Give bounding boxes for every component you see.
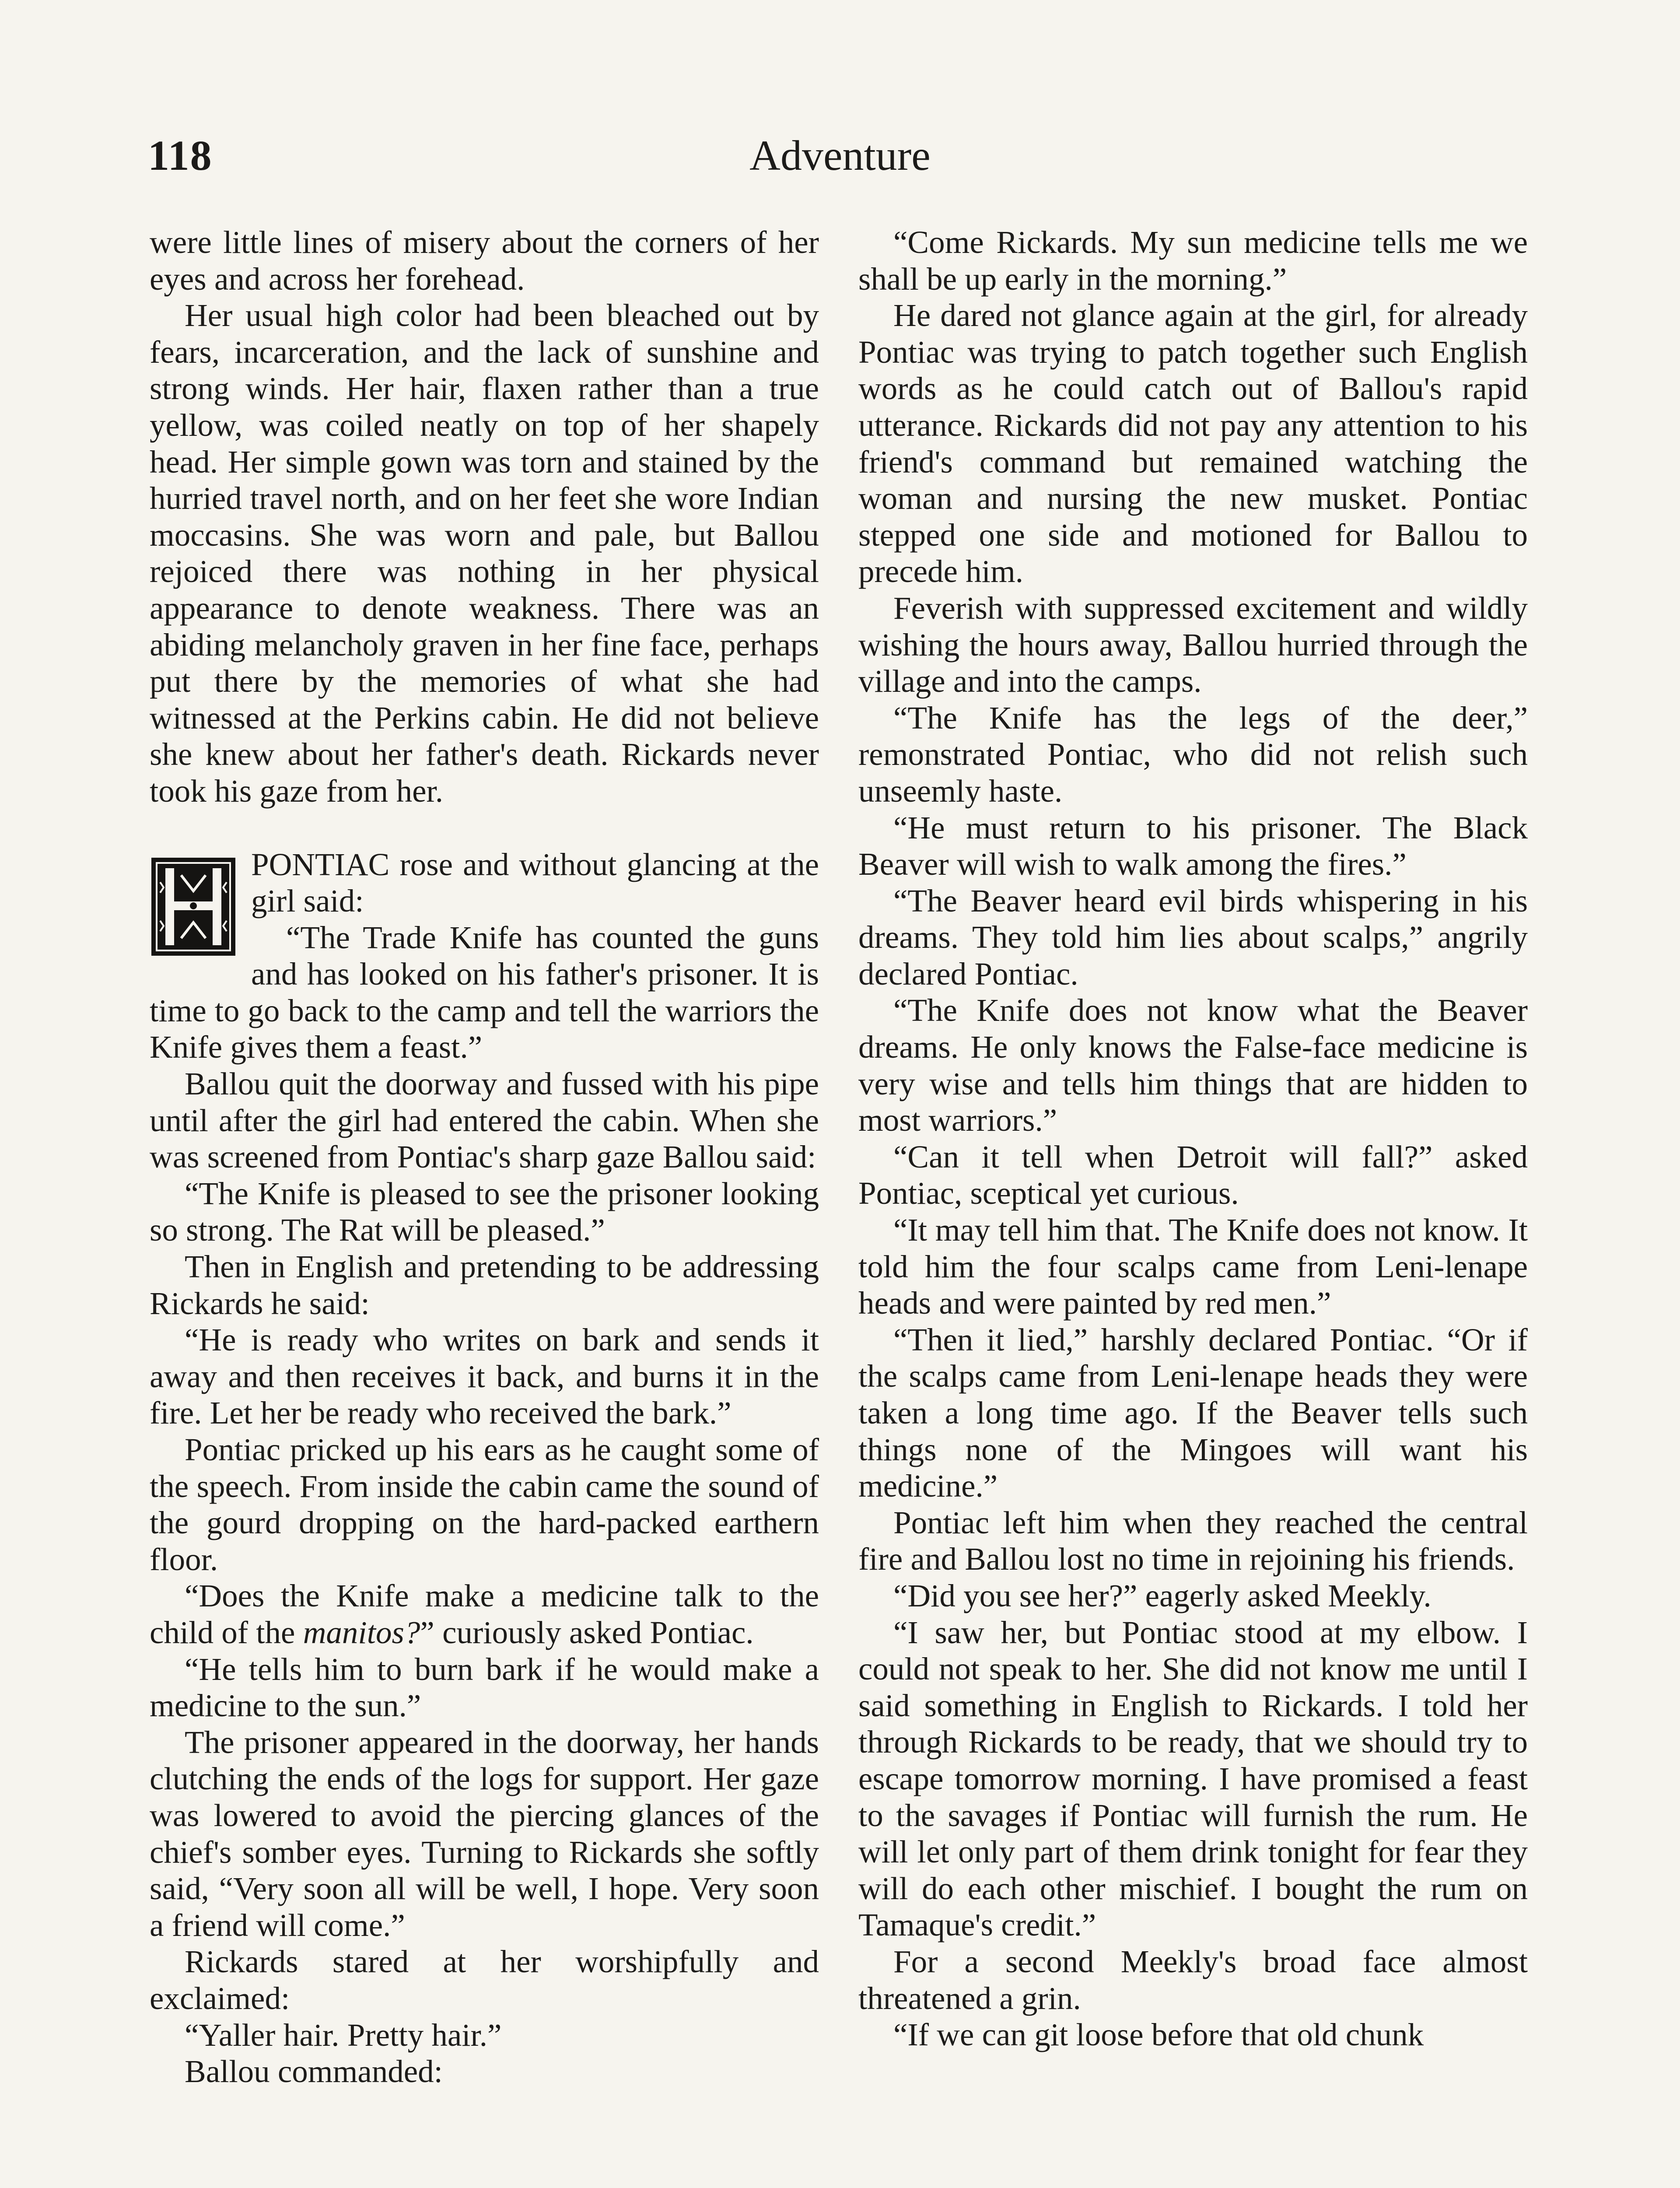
- paragraph: Ballou commanded:: [185, 2054, 443, 2090]
- paragraph-text: PONTIAC rose and without glancing at the girl said:: [251, 846, 819, 919]
- paragraph: He dared not glance again at the girl, for already Pontiac was trying to patch together such English words as he could catch out of Ballou's rapid utterance. Rickards did not pay any attention to his friend's command but remained watching the woman and nursing the new musket. Pontiac stepped one side and motioned for Ballou to precede him.: [858, 298, 1528, 589]
- page-header: [148, 131, 1532, 193]
- paragraph: “Then it lied,” harshly declared Pontiac. “Or if the scalps came from Leni-lenape heads they were taken a long time ago. If the Beaver tells such things none of the Mingoes will want his medicine.”: [858, 1322, 1528, 1504]
- paragraph: “Come Rickards. My sun medicine tells me we shall be up early in the morning.”: [858, 224, 1528, 297]
- paragraph: Ballou quit the doorway and fussed with his pipe until after the girl had entered the cabin. When she was screened from Pontiac's sharp gaze Ballou said:: [150, 1066, 819, 1175]
- left-column: [150, 224, 819, 2090]
- paragraph: “If we can git loose before that old chunk: [893, 2017, 1424, 2053]
- paragraph: Pontiac pricked up his ears as he caught some of the speech. From inside the cabin came the sound of the gourd dropping on the hard-packed earthern floor.: [150, 1432, 819, 1577]
- paragraph: “Did you see her?” eagerly asked Meekly.: [893, 1578, 1432, 1613]
- paragraph: Pontiac left him when they reached the central fire and Ballou lost no time in rejoining his friends.: [858, 1504, 1528, 1577]
- paragraph: “The Knife is pleased to see the prisoner looking so strong. The Rat will be pleased.”: [150, 1175, 819, 1248]
- section-opening-paragraph: [150, 846, 819, 919]
- ornamental-dropcap-icon: [150, 856, 237, 957]
- paragraph: were little lines of misery about the corners of her eyes and across her forehead.: [150, 224, 819, 297]
- paragraph: “It may tell him that. The Knife does not know. It told him the four scalps came from Leni-lenape heads and were painted by red men.”: [858, 1212, 1528, 1321]
- running-title: Adventure: [749, 132, 931, 179]
- paragraph: “Can it tell when Detroit will fall?” asked Pontiac, sceptical yet curious.: [858, 1139, 1528, 1211]
- paragraph: “The Knife has the legs of the deer,” remonstrated Pontiac, who did not relish such unseemly haste.: [858, 700, 1528, 809]
- paragraph: For a second Meekly's broad face almost threatened a grin.: [858, 1943, 1528, 2016]
- paragraph-text: ” curiously asked Pontiac.: [420, 1614, 754, 1650]
- paragraph: Her usual high color had been bleached out by fears, incarceration, and the lack of sunshine and strong winds. Her hair, flaxen rather than a true yellow, was coiled neatly on top of her shapely head. Her simple gown was torn and stained by the hurried travel north, and on her feet she wore Indian moccasins. She was worn and pale, but Ballou rejoiced there was nothing in her physical appearance to denote weakness. There was an abiding melancholy graven in her fine face, perhaps put there by the memories of what she had witnessed at the Perkins cabin. He did not believe she knew about her father's death. Rickards never took his gaze from her.: [150, 298, 819, 809]
- paragraph: “The Beaver heard evil birds whispering in his dreams. They told him lies about scalps,” angrily declared Pontiac.: [858, 883, 1528, 992]
- paragraph: The prisoner appeared in the doorway, her hands clutching the ends of the logs for support. Her gaze was lowered to avoid the piercing glances of the chief's somber eyes. Turning to Rickards she softly said, “Very soon all will be well, I hope. Very soon a friend will come.”: [150, 1724, 819, 1943]
- paragraph: “I saw her, but Pontiac stood at my elbow. I could not speak to her. She did not know me until I said something in English to Rickards. I told her through Rickards to be ready, that we should try to escape tomorrow morning. I have promised a feast to the savages if Pontiac will furnish the rum. He will let only part of them drink tonight for fear they will do each other mischief. I bought the rum on Tamaque's credit.”: [858, 1614, 1528, 1943]
- paragraph: “The Knife does not know what the Beaver dreams. He only knows the False-face medicine is very wise and tells him things that are hidden to most warriors.”: [858, 992, 1528, 1138]
- paragraph: “He is ready who writes on bark and sends it away and then receives it back, and burns it in the fire. Let her be ready who received the bark.”: [150, 1322, 819, 1431]
- page-number: 118: [148, 132, 213, 179]
- paragraph-text: “Does the Knife make a medicine talk to the child of the: [150, 1578, 819, 1650]
- right-column: [858, 224, 1528, 2053]
- paragraph: Then in English and pretending to be addressing Rickards he said:: [150, 1249, 819, 1321]
- paragraph: [150, 1578, 819, 1651]
- paragraph: Feverish with suppressed excitement and wildly wishing the hours away, Ballou hurried through the village and into the camps.: [858, 590, 1528, 699]
- paragraph: “He tells him to burn bark if he would make a medicine to the sun.”: [150, 1651, 819, 1724]
- paragraph: Rickards stared at her worshipfully and exclaimed:: [150, 1944, 819, 2016]
- paragraph: “The Trade Knife has counted the guns and has looked on his father's prisoner. It is time to go back to the camp and tell the warriors the Knife gives them a feast.”: [150, 919, 819, 1065]
- italic-word: manitos?: [303, 1614, 420, 1650]
- paragraph: “Yaller hair. Pretty hair.”: [185, 2017, 502, 2053]
- paragraph: “He must return to his prisoner. The Black Beaver will wish to walk among the fires.”: [858, 810, 1528, 882]
